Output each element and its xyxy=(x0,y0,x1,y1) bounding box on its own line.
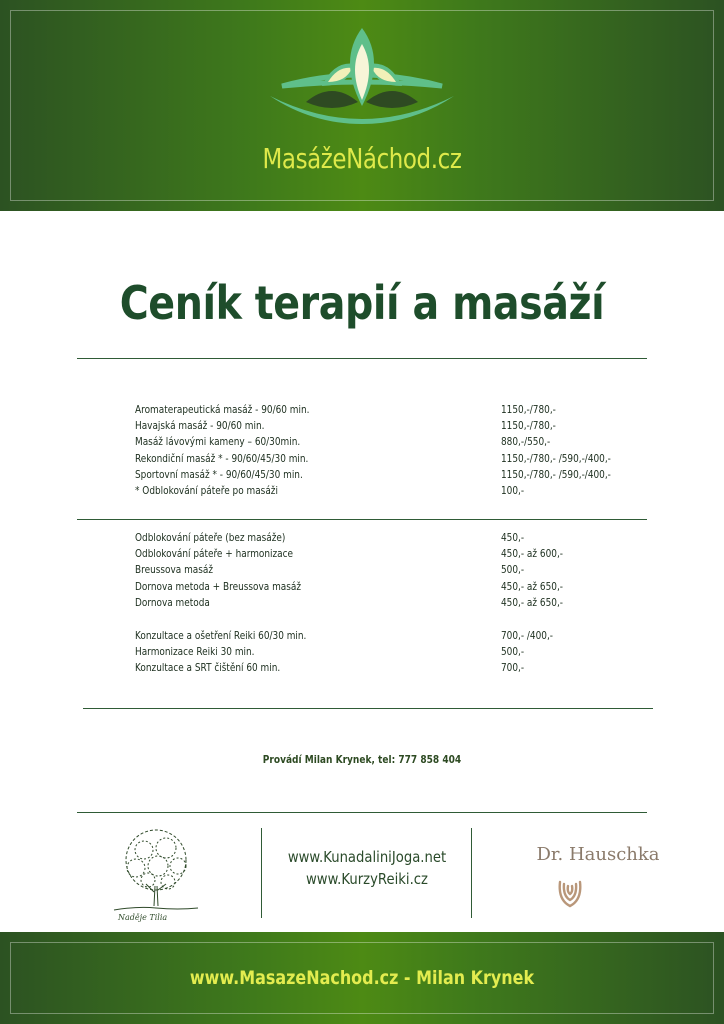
service-price: 450,- xyxy=(501,532,525,545)
price-group-3 xyxy=(135,628,655,677)
divider xyxy=(77,519,647,520)
price-row xyxy=(135,434,655,450)
service-name: Havajská masáž - 90/60 min. xyxy=(135,420,265,433)
contact-line: Provádí Milan Krynek, tel: 777 858 404 xyxy=(262,754,462,766)
brand-name: MasážeNáchod.cz xyxy=(262,142,462,175)
service-price: 1150,-/780,- /590,-/400,- xyxy=(501,452,611,465)
service-price: 700,- /400,- xyxy=(501,630,554,643)
service-name: Dornova metoda xyxy=(135,596,210,609)
footer-banner xyxy=(0,932,724,1024)
service-name: * Odblokování páteře po masáži xyxy=(135,485,278,498)
service-name: Odblokování páteře (bez masáže) xyxy=(135,532,286,545)
hauschka-emblem-icon xyxy=(554,876,586,912)
price-row xyxy=(135,467,655,483)
service-name: Sportovní masáž * - 90/60/45/30 min. xyxy=(135,468,303,481)
service-name: Masáž lávovými kameny – 60/30min. xyxy=(135,436,301,449)
price-row xyxy=(135,530,655,546)
service-name: Aromaterapeutická masáž - 90/60 min. xyxy=(135,404,310,417)
price-group-1 xyxy=(135,402,655,499)
service-name: Harmonizace Reiki 30 min. xyxy=(135,646,255,659)
service-price: 700,- xyxy=(501,662,525,675)
price-group-2 xyxy=(135,530,655,611)
hauschka-logo-text: Dr. Hauschka xyxy=(536,844,660,865)
service-price: 1150,-/780,- /590,-/400,- xyxy=(501,468,611,481)
partners-strip xyxy=(0,820,724,925)
price-row xyxy=(135,628,655,644)
price-row xyxy=(135,595,655,611)
service-name: Konzultace a SRT čištění 60 min. xyxy=(135,662,281,675)
price-row xyxy=(135,546,655,562)
vertical-divider xyxy=(471,828,472,918)
service-name: Breussova masáž xyxy=(135,564,214,577)
service-name: Dornova metoda + Breussova masáž xyxy=(135,580,302,593)
lotus-logo-icon xyxy=(262,24,462,144)
price-row xyxy=(135,402,655,418)
price-row xyxy=(135,483,655,499)
price-row xyxy=(135,644,655,660)
service-name: Konzultace a ošetření Reiki 60/30 min. xyxy=(135,630,307,643)
service-price: 500,- xyxy=(501,646,525,659)
price-row xyxy=(135,579,655,595)
header-banner xyxy=(0,0,724,211)
link-kurzy-reiki[interactable]: www.KurzyReiki.cz xyxy=(306,870,428,888)
partner-links xyxy=(262,846,472,890)
service-price: 450,- až 650,- xyxy=(501,596,564,609)
tree-logo-icon xyxy=(108,826,204,926)
service-price: 880,-/550,- xyxy=(501,436,551,449)
tree-signature: Naděje Tilia xyxy=(118,913,168,922)
divider xyxy=(77,358,647,359)
price-row xyxy=(135,660,655,676)
price-row xyxy=(135,562,655,578)
service-price: 500,- xyxy=(501,564,525,577)
service-price: 450,- až 600,- xyxy=(501,548,564,561)
footer-website[interactable]: www.MasazeNachod.cz - Milan Krynek xyxy=(189,967,535,989)
link-kundalini[interactable]: www.KunadaliniJoga.net xyxy=(287,848,447,866)
service-price: 1150,-/780,- xyxy=(501,404,556,417)
service-price: 100,- xyxy=(501,485,525,498)
divider xyxy=(83,708,653,709)
page-title: Ceník terapií a masáží xyxy=(119,276,605,330)
price-row xyxy=(135,418,655,434)
divider xyxy=(77,812,647,813)
price-row xyxy=(135,451,655,467)
service-name: Odblokování páteře + harmonizace xyxy=(135,548,294,561)
service-price: 1150,-/780,- xyxy=(501,420,556,433)
service-price: 450,- až 650,- xyxy=(501,580,564,593)
service-name: Rekondiční masáž * - 90/60/45/30 min. xyxy=(135,452,309,465)
